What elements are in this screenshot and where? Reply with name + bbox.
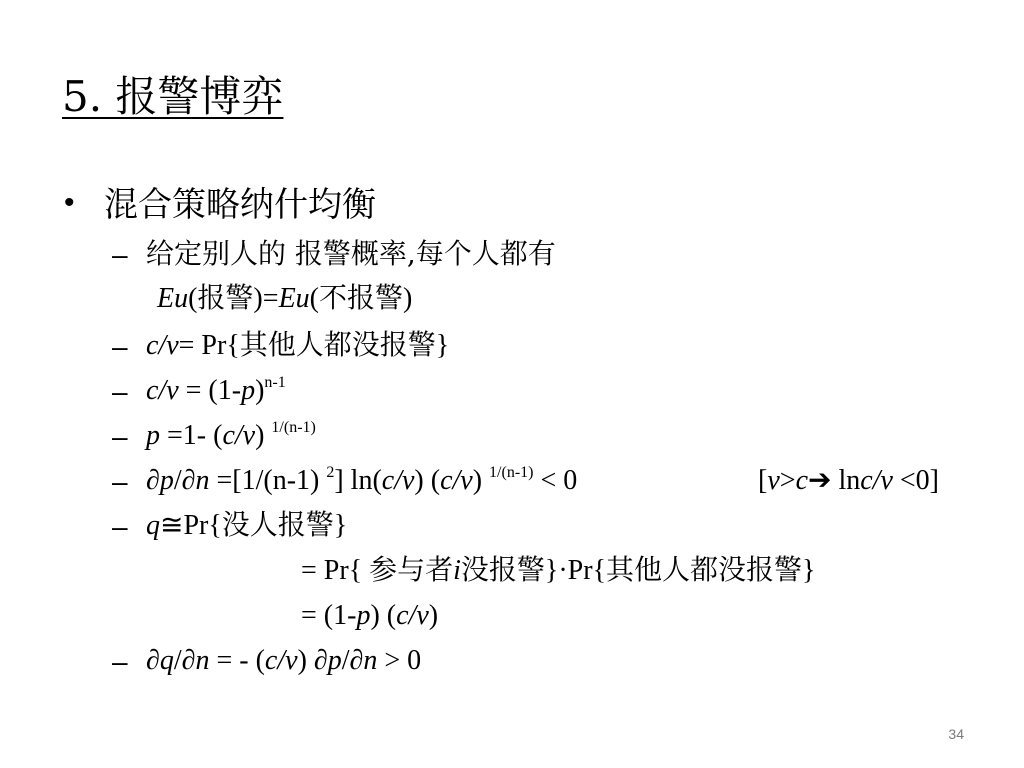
equation-condition: [v>c➔ lnc/v <0] — [758, 465, 940, 496]
equation-p: p =1- (c/v) $^{1/(n-1)}$ — [146, 419, 316, 451]
equation-q-result: = (1-p) (c/v) — [301, 600, 439, 631]
bullet-marker: • — [64, 186, 75, 219]
dash-marker: – — [112, 376, 128, 407]
bullet-heading: 混合策略纳什均衡 — [104, 185, 376, 225]
equation-dp-dn: ∂p/∂n =[1/(n-1) $^2$] ln(c/v) (c/v) $^{1/(n-1)}$ < 0 — [146, 464, 578, 496]
page-number: 34 — [948, 726, 964, 742]
equation-q-expansion: = Pr{ 参与者i没报警}·Pr{其他人都没报警} — [301, 555, 816, 586]
equation-dq-dn: ∂q/∂n = - (c/v) ∂p/∂n > 0 — [146, 645, 422, 676]
equation-cv-power: $c/v = (1-p)^{n-1}$ — [146, 374, 286, 406]
dash-marker: – — [112, 646, 128, 677]
equation-cv-pr: c/v= Pr{其他人都没报警} — [146, 330, 450, 361]
subitem-given-probability: 给定别人的 报警概率,每个人都有 — [146, 237, 556, 270]
dash-marker: – — [112, 511, 128, 542]
dash-marker: – — [112, 421, 128, 452]
equation-eu: Eu(报警)=Eu(不报警) — [157, 283, 413, 314]
dash-marker: – — [112, 239, 128, 270]
slide-title: 5. 报警博弈 — [62, 72, 284, 121]
equation-q: q≅Pr{没人报警} — [146, 510, 348, 541]
dash-marker: – — [112, 466, 128, 497]
dash-marker: – — [112, 331, 128, 362]
